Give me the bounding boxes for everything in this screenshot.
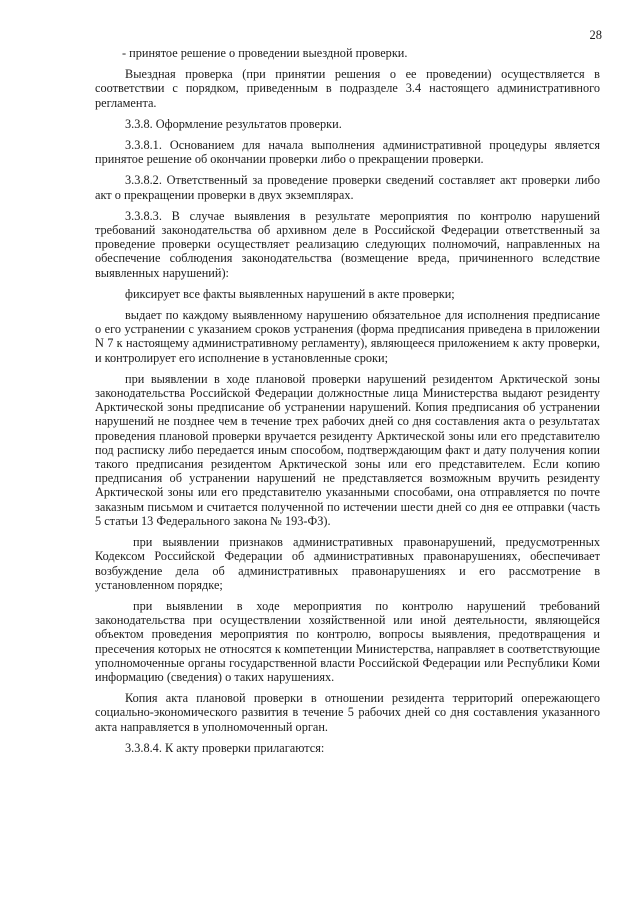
paragraph-act-copy: Копия акта плановой проверки в отношении резидента территорий опережающего социально-экономического развития в течение 5 рабочих дней со дня составления указанного акта направляется в уполномоченный орган. bbox=[95, 691, 600, 734]
paragraph-other-authorities: при выявлении в ходе мероприятия по контролю нарушений требований законодательства при осуществлении хозяйственной или иной деятельности, являющейся объектом проведения мероприятия по контролю, вопросы выявления, предотвращения и пресечения которых не относятся к компетенции Министерства, направляет в соответствующие уполномоченные органы государственной власти Российской Федерации или Республики Коми информацию (сведения) о таких нарушениях. bbox=[95, 598, 600, 684]
paragraph-onsite-inspection: Выездная проверка (при принятии решения о ее проведении) осуществляется в соответствии с порядком, приведенным в подразделе 3.4 настоящего административного регламента. bbox=[95, 67, 600, 110]
paragraph-3-3-8-3: 3.3.8.3. В случае выявления в результате мероприятия по контролю нарушений требований законодательства об архивном деле в Российской Федерации ответственный за проведение проверки осуществляет реализацию следующих полномочий, направленных на обеспечение соблюдения законодательства (возмещение вреда, причиненного вследствие выявленных нарушений): bbox=[95, 208, 600, 280]
paragraph-administrative-offences: при выявлении признаков административных правонарушений, предусмотренных Кодексом Российской Федерации об административных правонарушениях, обеспечивает возбуждение дела об административных правонарушениях и его рассмотрение в установленном порядке; bbox=[95, 535, 600, 592]
paragraph-3-3-8-4: 3.3.8.4. К акту проверки прилагаются: bbox=[125, 740, 325, 755]
paragraph-arctic-zone-resident: при выявлении в ходе плановой проверки нарушений резидентом Арктической зоны законодательства Российской Федерации должностные лица Министерства выдают резиденту Арктической зоны предписание об устранении нарушений. Копия предписания об устранении нарушений не позднее чем в течение трех рабочих дней со дня составления акта о результатах проведения плановой проверки вручается резиденту Арктической зоны или его представителю под расписку либо передается иным способом, подтверждающим факт и дату получения копии такого предписания резидентом Арктической зоны или его представителем. Если копию предписания об устранении нарушений не представляется возможным вручить резиденту Арктической зоны или его представителю указанными способами, она отправляется по почте заказным письмом и считается полученной по истечении шести дней со дня ее отправки (часть 5 статьи 13 Федерального закона № 193-ФЗ). bbox=[95, 371, 600, 528]
paragraph-3-3-8-1: 3.3.8.1. Основанием для начала выполнения административной процедуры является принятое решение об окончании проверки либо о прекращении проверки. bbox=[95, 138, 600, 167]
paragraph-issues-order: выдает по каждому выявленному нарушению обязательное для исполнения предписание о его устранении с указанием сроков устранения (форма предписания приведена в приложении N 7 к настоящему административному регламенту), являющееся приложением к акту проверки, и контролирует его исполнение в установленные сроки; bbox=[95, 308, 600, 365]
paragraph-3-3-8-2: 3.3.8.2. Ответственный за проведение проверки сведений составляет акт проверки либо акт о прекращении проверки в двух экземплярах. bbox=[95, 173, 600, 202]
document-body bbox=[95, 46, 600, 762]
section-heading-3-3-8: 3.3.8. Оформление результатов проверки. bbox=[125, 116, 342, 131]
paragraph-records-violations: фиксирует все факты выявленных нарушений в акте проверки; bbox=[125, 286, 455, 301]
page-number: 28 bbox=[589, 28, 602, 42]
paragraph-decision-outcome: - принятое решение о проведении выездной проверки. bbox=[122, 46, 408, 60]
